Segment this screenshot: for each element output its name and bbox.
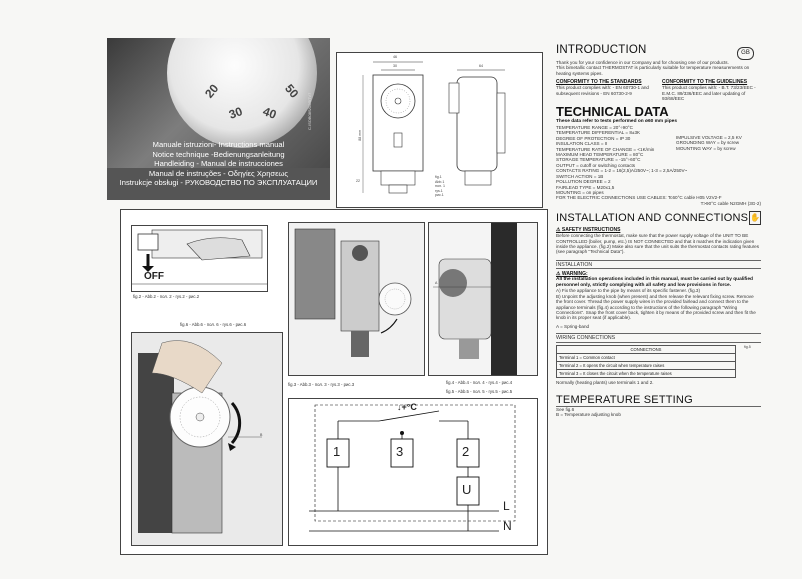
warning-text: All the installation operations included in this manual, must be carried out by qualified personnel only, strictly complying with all safety and low provisions in force. [556,277,753,288]
intro-paragraph: Thank you for your confidence in our Company and for choosing one of our products. [556,60,729,65]
dial-number: 50 [282,81,302,101]
dial-number: 40 [261,104,279,122]
temp-title: TEMPERATURE SETTING [556,394,693,406]
intro-paragraph: This bimetallic contact THERMOSTAT is particularly suitable for temperature measurements on heating systems pipes. [556,65,750,76]
dim-label: 30 [393,64,397,68]
cover-panel [107,38,330,200]
tech-line: FOR THE ELECTRIC CONNECTIONS USE CABLES: Tc60°C cable H05 V2V2-F [556,195,722,201]
divider [556,333,761,334]
line-n: N [503,519,512,533]
fig5-diagram [289,399,537,545]
install-step-a: A) Fix the appliance to the pipe by means of its specific fastener. (fig.3) [556,288,701,294]
dim-label: 88 mm [358,129,363,141]
dim-label: 46 [393,55,397,59]
temp-label: ↓+°C [397,402,417,412]
spring-band-note: A = Spring-band [556,323,590,329]
tech-line: MAXIMUM HEAD TEMPERATURE = 80°C [556,152,644,158]
fig1-panel [336,52,543,208]
safety-text: Before connecting the thermostat, make sure that the power supply voltage of the UNIT TO BE CONTROLLED (boiler, pump, etc.) IS NOT CONNECTED and that it matches the indication given inside the appliance. (fig.2) Make also sure that the unit suits the thermostat contacts rating features (see paragraph "Technical Data"). [556,233,759,255]
guidelines-title: CONFORMITY TO THE GUIDELINES [662,79,748,86]
tech-line: INSULATION CLASS = II [556,141,608,147]
standards-title: CONFORMITY TO THE STANDARDS [556,79,642,86]
tech-line: SWITCH ACTION = 1B [556,173,604,179]
fig1-labels [435,175,445,198]
fig5-panel [288,398,538,546]
cover-title-line: Manual de instruções - Οδηγίες Χρησεως [148,168,289,178]
wiring-table-wrap [556,345,761,378]
fig1-label: рис.1 [435,193,444,198]
tech-line: CONTACTS RATING = 1-2 = 16(2,5)A/250V~; 1-3 = 2,5A/250V~ [556,168,688,174]
install-title: INSTALLATION AND CONNECTIONS [556,212,749,225]
conformity-row [556,79,761,101]
warning-icon: ⚠ [556,227,562,234]
wiring-title: WIRING CONNECTIONS [556,335,616,342]
wiring-row: Terminal 3 = It closes the circuit when the temperature raises [557,369,736,377]
label-b: B [260,433,263,437]
tech-line: TEMPERATURE RATE OF CHANGE = <1K/min [556,146,655,152]
fig6-caption: fig.6 - Abb.6 - пол. 6 - rys.6 - рис.6 [180,322,247,327]
wiring-table-header: CONNECTIONS [557,345,736,353]
installation-title: INSTALLATION [556,261,593,268]
fig5-caption: fig.5 - Abb.5 - пол. 5 - rys.5 - рис.5 [446,389,513,394]
fig1-label: пол. 1 [435,184,445,189]
intro-title: INTRODUCTION [556,44,647,56]
language-badge: GB [737,47,754,60]
tech-line: FAIRLEAD TYPE = M20x1,5 [556,184,615,190]
tech-right-line: MOUNTING WAY = by screw [676,145,736,151]
temp-b-label: B = Temperature adjusting knob [556,412,621,418]
tech-right-line: IMPULSIVE VOLTAGE = 2,5 KV [676,135,742,141]
tech-line: OUTPUT = cutoff or switching contacts [556,162,636,168]
tech-line: T>90°C cable N2GMH (3G-2) [700,200,761,206]
cover-title-line: Handleiding - Manual de instrucciones [154,159,283,169]
terminal-box-3: 3 [396,444,404,459]
tech-subtitle: These data refer to tests performed on ø60 mm pipes [556,119,678,125]
fig6-panel [131,332,283,546]
dial-number: 30 [227,104,245,122]
fig1-label: Abb.1 [435,179,445,184]
dial-number: 20 [202,81,222,101]
dim-label: 64 [479,64,483,68]
conformity-guidelines [662,79,760,101]
install-step-b: B) Unpoint the adjusting knob (when present) and then release the relevant fixing screw. Remove the front cover. Thread the power supply wires in the provided fairlead and connect them to the appliance terminals (fig.4) according to the instructions of the following paragraph "Wiring Connections". Snap the front cover back, tighten it by means of the provided screw and then fit the knob in its proper seat (if applicable). [556,293,756,321]
wiring-note: Normally (heating plants) use terminals 1 and 2. [556,379,654,385]
standards-text: This product complies with: - EN 60730-1 and subsequent revisions - EN 60730-2-9 [556,85,649,96]
cover-side-code: C.ISOB08S/00/BTV7 [307,92,312,130]
fig3-drawing [289,223,424,375]
warning-icon: ⚠ [556,271,562,278]
cover-title-line: Instrukcje obsługi - РУКОВОДСТВО ПО ЭКСПЛУАТАЦИИ [119,178,318,188]
tech-line: POLLUTION DEGREE = 2 [556,179,611,185]
cover-titles [107,140,330,188]
line-l: L [503,499,510,513]
wiring-row: Terminal 2 = It opens the circuit when temperature raises [557,361,736,369]
install-header [556,211,761,225]
warning-title-text: WARNING: [561,271,588,278]
divider [556,268,761,269]
fig4-panel [428,222,538,376]
wiring-table [556,345,736,378]
divider [556,342,761,343]
tech-title: TECHNICAL DATA [556,104,669,120]
wiring-row: Terminal 1 = Common contact [557,353,736,361]
conformity-standards [556,79,654,101]
fig3-panel [288,222,425,376]
fig4-drawing [429,223,537,375]
safety-title-text: SAFETY INSTRUCTIONS [561,227,621,234]
tech-line: TEMPERATURE DIFFERENTIAL = 8±3K [556,130,641,136]
fig6-drawing [132,333,282,545]
fig1-label: fig.1 [435,175,442,179]
terminal-box-1: 1 [333,444,341,459]
fig3-caption: fig.3 - Abb.3 - пол. 3 - rys.3 - рис.3 [288,382,355,387]
off-label: OFF [144,271,164,282]
fig1-label: rys.1 [435,188,443,193]
tech-line: STORAGE TEMPERATURE = -15°÷60°C [556,157,641,163]
cover-title-line: Notice technique -Bedienungsanleitung [152,149,285,159]
tech-line: TEMPERATURE RANGE = 20°÷90°C [556,125,633,131]
manual-icon: ✋ [749,211,761,225]
guidelines-text: This product complies with: - B.T. 73/23/EEC - E.M.C. 89/336/EEC and later updating of 93/68/EEC [662,85,756,102]
temp-see: See fig.6 [556,407,575,412]
fig4-caption: fig.4 - Abb.4 - пол. 4 - rys.4 - рис.4 [446,380,513,385]
divider [556,260,761,261]
fig2-panel [131,225,268,292]
cover-title-line: Manuale istruzioni- Instructions manual [152,140,285,149]
tech-right-line: GROUNDING WAY = by screw [676,140,740,146]
wiring-fig-ref: fig.5 [744,344,751,349]
terminal-box-2: 2 [462,444,470,459]
fig2-caption: fig.2 - Abb.2 - пол. 2 - rys.2 - рис.2 [133,294,200,299]
dim-label: 22 [356,179,360,183]
label-a: A [435,281,438,285]
tech-line: DEGREE OF PROTECTION = IP 30 [556,135,631,141]
tech-list [556,125,761,206]
tech-line: MOUNTING = on pipes [556,189,604,195]
load-box-u: U [462,482,472,497]
text-column [556,44,761,418]
tech-right-list [676,135,742,151]
